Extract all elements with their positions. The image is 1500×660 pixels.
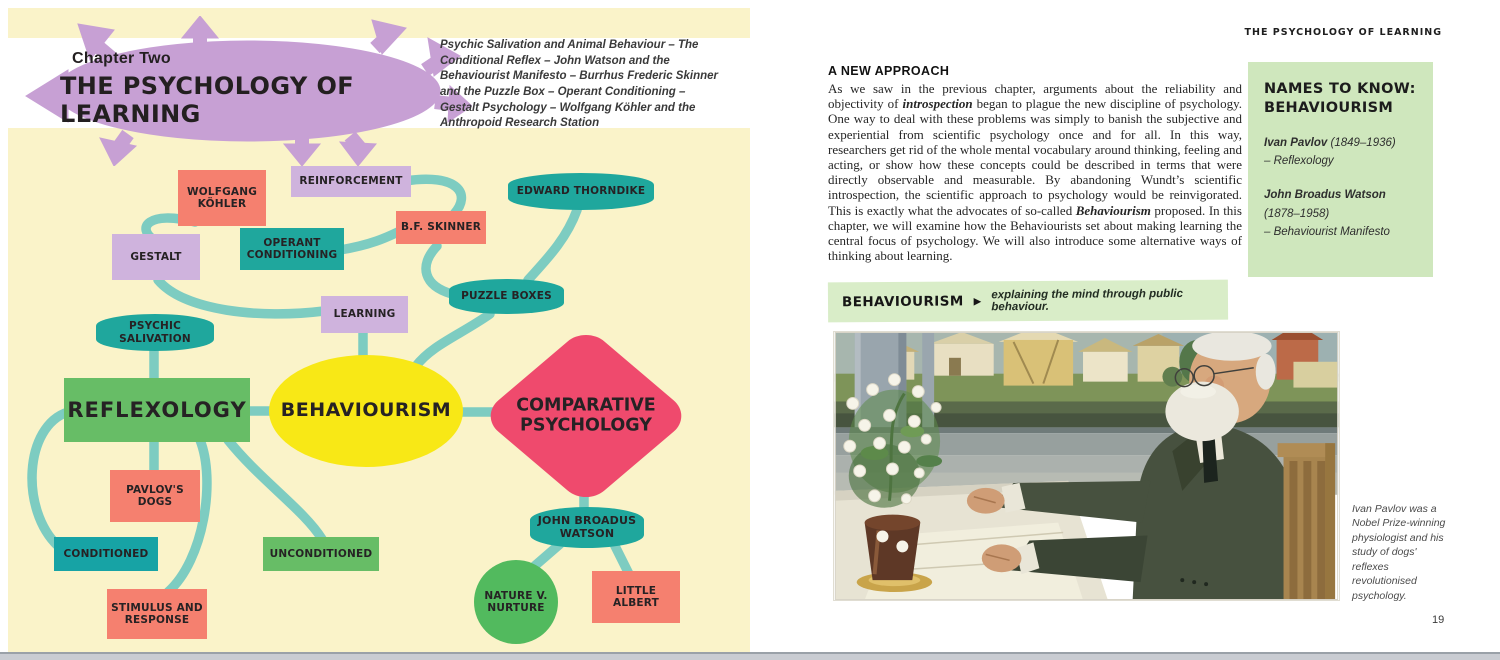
section-heading: A NEW APPROACH (828, 64, 950, 78)
mindmap-node-bf-skinner: B.F. SKINNER (396, 211, 486, 244)
mindmap-node-reinforcement: REINFORCEMENT (291, 166, 411, 197)
mindmap-node-stimulus-response: STIMULUS AND RESPONSE (107, 589, 207, 639)
mindmap-node-learning: LEARNING (321, 296, 408, 333)
names-box-entry: Ivan Pavlov (1849–1936) – Reflexology (1264, 136, 1396, 168)
mindmap-node-gestalt: GESTALT (112, 234, 200, 280)
right-page (750, 8, 1492, 652)
names-box-heading: NAMES TO KNOW: BEHAVIOURISM (1264, 81, 1416, 116)
mindmap-node-operant-conditioning: OPERANT CONDITIONING (240, 228, 344, 270)
arrow-right-icon: ▶ (973, 295, 982, 307)
names-to-know-box (1248, 62, 1433, 277)
running-head: THE PSYCHOLOGY OF LEARNING (1244, 27, 1442, 38)
chapter-label: Chapter Two (72, 50, 172, 67)
pavlov-painting (833, 331, 1340, 601)
definition-term: BEHAVIOURISM (841, 293, 964, 311)
mindmap-node-conditioned: CONDITIONED (54, 537, 158, 571)
mindmap-node-comparative-psychology: COMPARATIVE PSYCHOLOGY (511, 341, 661, 491)
emphasis-introspection: introspection (902, 96, 973, 112)
mindmap-node-unconditioned: UNCONDITIONED (263, 537, 379, 571)
mindmap-node-nature-v-nurture: NATURE V. NURTURE (474, 560, 558, 644)
mindmap-node-pavlovs-dogs: PAVLOV'S DOGS (110, 470, 200, 522)
body-paragraph (828, 81, 1242, 263)
chair (1278, 443, 1336, 600)
body-text: As we saw in the previous chapter, arguments about the reliability and objectivity of (828, 81, 1242, 112)
page-title: THE PSYCHOLOGY OF LEARNING (60, 72, 355, 128)
body-text: proposed. In this chapter, we will examine how the Behaviourists set about making learning the central focus of psychology. We will also introduce some alternative ways of thinking about learning. (828, 202, 1242, 264)
mindmap-node-reflexology: REFLEXOLOGY (64, 378, 250, 442)
mindmap-node-puzzle-boxes: PUZZLE BOXES (449, 279, 564, 314)
left-page (8, 8, 750, 652)
mindmap-node-psychic-salivation: PSYCHIC SALIVATION (96, 314, 214, 351)
mindmap-node-john-broadus-watson: JOHN BROADUS WATSON (530, 507, 644, 548)
mindmap-node-behaviourism: BEHAVIOURISM (269, 355, 463, 467)
page-number: 19 (1432, 614, 1445, 626)
definition-text: explaining the mind through public behaviour. (991, 287, 1184, 314)
page-bottom-edge (0, 652, 1500, 660)
mindmap-node-little-albert: LITTLE ALBERT (592, 571, 680, 623)
definition-bar (828, 280, 1228, 323)
names-box-entry: John Broadus Watson (1878–1958) – Behaviourist Manifesto (1264, 189, 1390, 239)
mindmap-node-wolfgang-kohler: WOLFGANG KÖHLER (178, 170, 266, 226)
chapter-summary: Psychic Salivation and Animal Behaviour – The Conditional Reflex – John Watson and the Behaviourist Manifesto – Burrhus Frederic Skinner and the Puzzle Box – Operant Conditioning – Gestalt Psychology – Wolfgang Köhler and the Anthropoid Research Station (440, 39, 718, 130)
mindmap-node-edward-thorndike: EDWARD THORNDIKE (508, 173, 654, 210)
body-text: began to plague the new discipline of psychology. One way to deal with these problems was simply to banish the subjective and experiential from scientific psychology once and for all. In this way, researchers get rid of the whole mental vocabulary around thinking, feeling and acting, or show how these concepts could be described in terms that were directly observable and measurable. By abandoning Wundt’s scientific introspection, the scientific approach to psychology would be reinvigorated. This is exactly what the advocates of so-called (828, 96, 1242, 218)
painting-caption: Ivan Pavlov was a Nobel Prize-winning physiologist and his study of dogs' reflexes revolutionised psychology. (1352, 503, 1446, 602)
emphasis-behaviourism: Behaviourism (1075, 202, 1151, 218)
